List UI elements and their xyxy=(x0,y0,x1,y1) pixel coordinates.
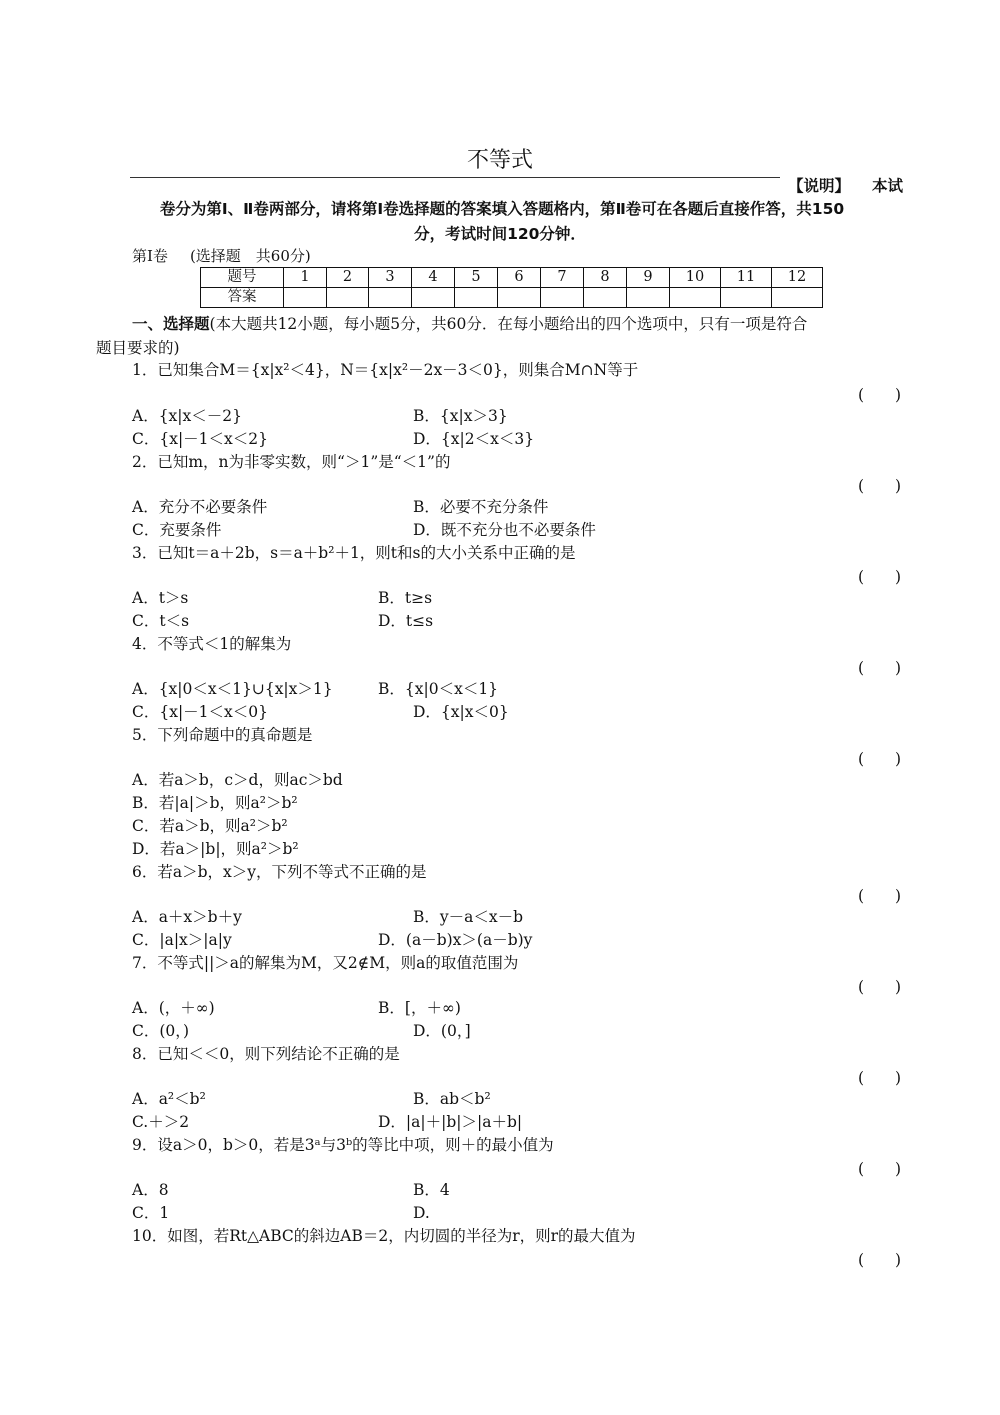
option-b: B．[，＋∞) xyxy=(378,999,461,1017)
answer-table-row-numbers xyxy=(201,268,823,288)
option-a: A．充分不必要条件 xyxy=(132,498,268,516)
answer-paren[interactable]: ( ) xyxy=(858,659,902,677)
question-stem: 9．设a＞0，b＞0，若是3ᵃ与3ᵇ的等比中项，则＋的最小值为 xyxy=(132,1136,554,1154)
option-c: C.＋＞2 xyxy=(132,1113,190,1131)
note-line1-tail: 本试 xyxy=(872,177,904,195)
page-title: 不等式 xyxy=(466,148,533,173)
section-title: 一、选择题 xyxy=(132,314,210,333)
answer-cell[interactable] xyxy=(541,288,584,308)
option-c: C．{x|－1＜x＜2} xyxy=(132,430,269,448)
option-d: D．{x|x＜0} xyxy=(413,703,509,721)
answer-table-number: 4 xyxy=(412,268,455,288)
answer-paren[interactable]: ( ) xyxy=(858,1160,902,1178)
section-heading xyxy=(132,312,912,336)
option-c: C．t＜s xyxy=(132,612,190,630)
note-header xyxy=(788,174,903,196)
answer-table-number: 10 xyxy=(670,268,721,288)
answer-table-row-answers xyxy=(201,288,823,308)
answer-cell[interactable] xyxy=(455,288,498,308)
answer-table-row-label: 题号 xyxy=(201,268,284,288)
option-c: C．(0，) xyxy=(132,1022,190,1040)
answer-table-number: 2 xyxy=(327,268,369,288)
answer-cell[interactable] xyxy=(284,288,327,308)
section-text-1: (本大题共12小题，每小题5分，共60分．在每小题给出的四个选项中，只有一项是符合 xyxy=(209,315,808,333)
question-stem: 10．如图，若Rt△ABC的斜边AB＝2，内切圆的半径为r，则r的最大值为 xyxy=(132,1227,636,1245)
question-stem: 2．已知m，n为非零实数，则“＞1”是“＜1”的 xyxy=(132,453,451,471)
part1-heading xyxy=(132,245,311,266)
answer-table-number: 7 xyxy=(541,268,584,288)
answer-paren[interactable]: ( ) xyxy=(858,750,902,768)
answer-cell[interactable] xyxy=(627,288,670,308)
option-a: A．若a＞b，c＞d，则ac＞bd xyxy=(132,771,343,789)
note-label: 【说明】 xyxy=(788,177,851,195)
question-stem: 3．已知t＝a＋2b，s＝a＋b²＋1，则t和s的大小关系中正确的是 xyxy=(132,544,576,562)
option-c: C．|a|x＞|a|y xyxy=(132,931,232,949)
option-d: D．(a－b)x＞(a－b)y xyxy=(378,931,533,949)
option-a: A．{x|x＜－2} xyxy=(132,407,242,425)
answer-cell[interactable] xyxy=(721,288,772,308)
option-b: B．若|a|＞b，则a²＞b² xyxy=(132,794,298,812)
answer-paren[interactable]: ( ) xyxy=(858,978,902,996)
note-line2: 卷分为第Ⅰ、Ⅱ卷两部分，请将第Ⅰ卷选择题的答案填入答题格内，第Ⅱ卷可在各题后直接作答，共150 xyxy=(159,200,845,218)
answer-table-number: 3 xyxy=(369,268,412,288)
answer-table-number: 11 xyxy=(721,268,772,288)
answer-table-number: 5 xyxy=(455,268,498,288)
option-a: A．t＞s xyxy=(132,589,189,607)
option-d: D．{x|2＜x＜3} xyxy=(413,430,535,448)
note-line3: 分，考试时间120分钟． xyxy=(414,225,586,243)
answer-paren[interactable]: ( ) xyxy=(858,1069,902,1087)
answer-table-number: 6 xyxy=(498,268,541,288)
option-a: A．(，＋∞) xyxy=(132,999,215,1017)
option-a: A．{x|0＜x＜1}∪{x|x＞1} xyxy=(132,680,333,698)
answer-table xyxy=(200,267,823,308)
answer-cell[interactable] xyxy=(670,288,721,308)
option-a: A．8 xyxy=(132,1181,169,1199)
option-d: D．若a＞|b|，则a²＞b² xyxy=(132,840,299,858)
answer-paren[interactable]: ( ) xyxy=(858,1251,902,1269)
answer-cell[interactable] xyxy=(327,288,369,308)
part1-label: 第Ⅰ卷 xyxy=(132,247,168,265)
option-d: D. xyxy=(413,1204,430,1222)
answer-cell[interactable] xyxy=(584,288,627,308)
answer-table-number: 9 xyxy=(627,268,670,288)
option-b: B．t≥s xyxy=(378,589,433,607)
option-c: C．{x|－1＜x＜0} xyxy=(132,703,269,721)
answer-paren[interactable]: ( ) xyxy=(858,568,902,586)
question-stem: 6．若a＞b，x＞y，下列不等式不正确的是 xyxy=(132,863,427,881)
answer-table-row-label: 答案 xyxy=(201,288,284,308)
option-d: D．(0，] xyxy=(413,1022,471,1040)
answer-paren[interactable]: ( ) xyxy=(858,887,902,905)
question-stem: 7．不等式||＞a的解集为M，又2∉M，则a的取值范围为 xyxy=(132,954,519,972)
option-b: B．{x|0＜x＜1} xyxy=(378,680,499,698)
answer-paren[interactable]: ( ) xyxy=(858,477,902,495)
answer-table-number: 12 xyxy=(772,268,823,288)
answer-cell[interactable] xyxy=(412,288,455,308)
answer-table-number: 1 xyxy=(284,268,327,288)
option-b: B．4 xyxy=(413,1181,450,1199)
question-stem: 5．下列命题中的真命题是 xyxy=(132,726,313,744)
question-stem: 8．已知＜＜0，则下列结论不正确的是 xyxy=(132,1045,400,1063)
option-b: B．y－a＜x－b xyxy=(413,908,524,926)
option-b: B．必要不充分条件 xyxy=(413,498,549,516)
answer-paren[interactable]: ( ) xyxy=(858,386,902,404)
option-c: C．充要条件 xyxy=(132,521,222,539)
option-d: D．t≤s xyxy=(378,612,434,630)
answer-cell[interactable] xyxy=(498,288,541,308)
answer-cell[interactable] xyxy=(369,288,412,308)
option-a: A．a＋x＞b＋y xyxy=(132,908,242,926)
question-stem: 1．已知集合M＝{x|x²＜4}，N＝{x|x²－2x－3＜0}，则集合M∩N等于 xyxy=(132,361,639,379)
option-c: C．1 xyxy=(132,1204,170,1222)
answer-cell[interactable] xyxy=(772,288,823,308)
question-stem: 4．不等式＜1的解集为 xyxy=(132,635,292,653)
option-c: C．若a＞b，则a²＞b² xyxy=(132,817,288,835)
option-a: A．a²＜b² xyxy=(132,1090,206,1108)
part1-desc: (选择题 共60分) xyxy=(189,247,311,265)
dashed-divider xyxy=(130,177,780,178)
option-d: D．既不充分也不必要条件 xyxy=(413,521,596,539)
option-d: D．|a|＋|b|＞|a＋b| xyxy=(378,1113,523,1131)
option-b: B．ab＜b² xyxy=(413,1090,491,1108)
option-b: B．{x|x＞3} xyxy=(413,407,508,425)
answer-table-number: 8 xyxy=(584,268,627,288)
section-text-2: 题目要求的) xyxy=(96,339,180,357)
